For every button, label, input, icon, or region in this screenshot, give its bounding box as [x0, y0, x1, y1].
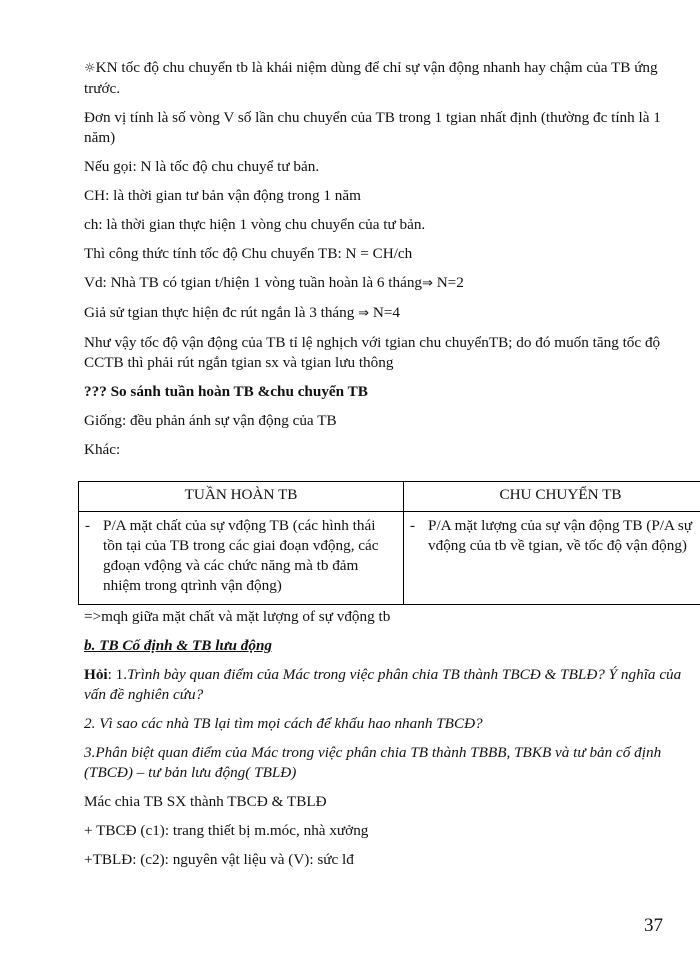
arrow-icon: ⇒	[358, 306, 370, 321]
paragraph-circulating-capital: +TBLĐ: (c2): nguyên vật liệu và (V): sức lđ	[84, 851, 354, 868]
paragraph-conclusion: Như vậy tốc độ vận động của TB tỉ lệ nghịch với tgian chu chuyểnTB; do đó muốn tăng tốc độ CCTB thì phải rút ngắn tgian sx và tgian lưu thông	[84, 334, 661, 371]
paragraph-assume: Giả sử tgian thực hiện đc rút ngắn là 3 tháng ⇒ N=4	[84, 304, 401, 321]
table-row	[79, 512, 700, 605]
page-body-bottom	[84, 607, 684, 879]
list-item: - P/A mặt chất của sự vđộng TB (các hình thái tồn tại của TB trong các giai đoạn vđộng, các gđoạn vđộng và các chức năng mà tb đảm nhiệm trong qtrình vận động)	[85, 517, 379, 594]
paragraph-fixed-capital: + TBCĐ (c1): trang thiết bị m.móc, nhà xưởng	[84, 822, 369, 839]
bullet-dash: -	[85, 517, 91, 534]
paragraph-ch-small-def: ch: là thời gian thực hiện 1 vòng chu chuyển của tư bản.	[84, 216, 426, 233]
paragraph-similar: Giống: đều phản ánh sự vận động của TB	[84, 412, 337, 429]
arrow-icon: ⇒	[422, 276, 433, 291]
table-header-cell: TUẦN HOÀN TB	[79, 482, 404, 512]
paragraph-definition: ☼KN tốc độ chu chuyển tb là khái niệm dùng để chỉ sự vận động nhanh hay chậm của TB ứng trước.	[84, 59, 658, 97]
question-1: Hỏi: 1.Trình bày quan điểm của Mác trong việc phân chia TB thành TBCĐ & TBLĐ? Ý nghĩa của vấn đề nghiên cứu?	[84, 666, 682, 703]
paragraph-compare-title: ??? So sánh tuần hoàn TB &chu chuyển TB	[84, 383, 368, 400]
question-2: 2. Vì sao các nhà TB lại tìm mọi cách để khấu hao nhanh TBCĐ?	[84, 715, 483, 732]
bullet-dash: -	[410, 517, 416, 534]
paragraph-marx-split: Mác chia TB SX thành TBCĐ & TBLĐ	[84, 793, 327, 810]
paragraph-relation: =>mqh giữa mặt chất và mặt lượng of sự vđộng tb	[84, 608, 391, 625]
question-3: 3.Phân biệt quan điểm của Mác trong việc phân chia TB thành TBBB, TBKB và tư bản cố định (TBCĐ) – tư bản lưu động( TBLĐ)	[84, 744, 662, 781]
table-header-cell: CHU CHUYỂN TB	[404, 482, 700, 512]
page-body-top	[84, 58, 684, 469]
table-cell	[404, 512, 700, 605]
paragraph-example: Vd: Nhà TB có tgian t/hiện 1 vòng tuần hoàn là 6 tháng⇒ N=2	[84, 274, 464, 291]
table-cell	[79, 512, 404, 605]
table-header-row	[79, 482, 700, 512]
paragraph-formula: Thì công thức tính tốc độ Chu chuyển TB: N = CH/ch	[84, 245, 413, 262]
sun-icon: ☼	[84, 61, 96, 76]
section-heading: b. TB Cố định & TB lưu động	[84, 637, 273, 654]
paragraph-unit: Đơn vị tính là số vòng V số lần chu chuyển của TB trong 1 tgian nhất định (thường đc tính là 1 năm)	[84, 109, 661, 146]
paragraph-n-def: Nếu gọi: N là tốc độ chu chuyể tư bản.	[84, 158, 320, 175]
paragraph-ch-def: CH: là thời gian tư bản vận động trong 1 năm	[84, 187, 361, 204]
paragraph-different: Khác:	[84, 441, 121, 458]
list-item: - P/A mặt lượng của sự vận động TB (P/A sự vđộng của tb về tgian, về tốc độ vận động)	[410, 517, 693, 554]
comparison-table	[78, 481, 700, 605]
page-number: 37	[644, 915, 663, 936]
